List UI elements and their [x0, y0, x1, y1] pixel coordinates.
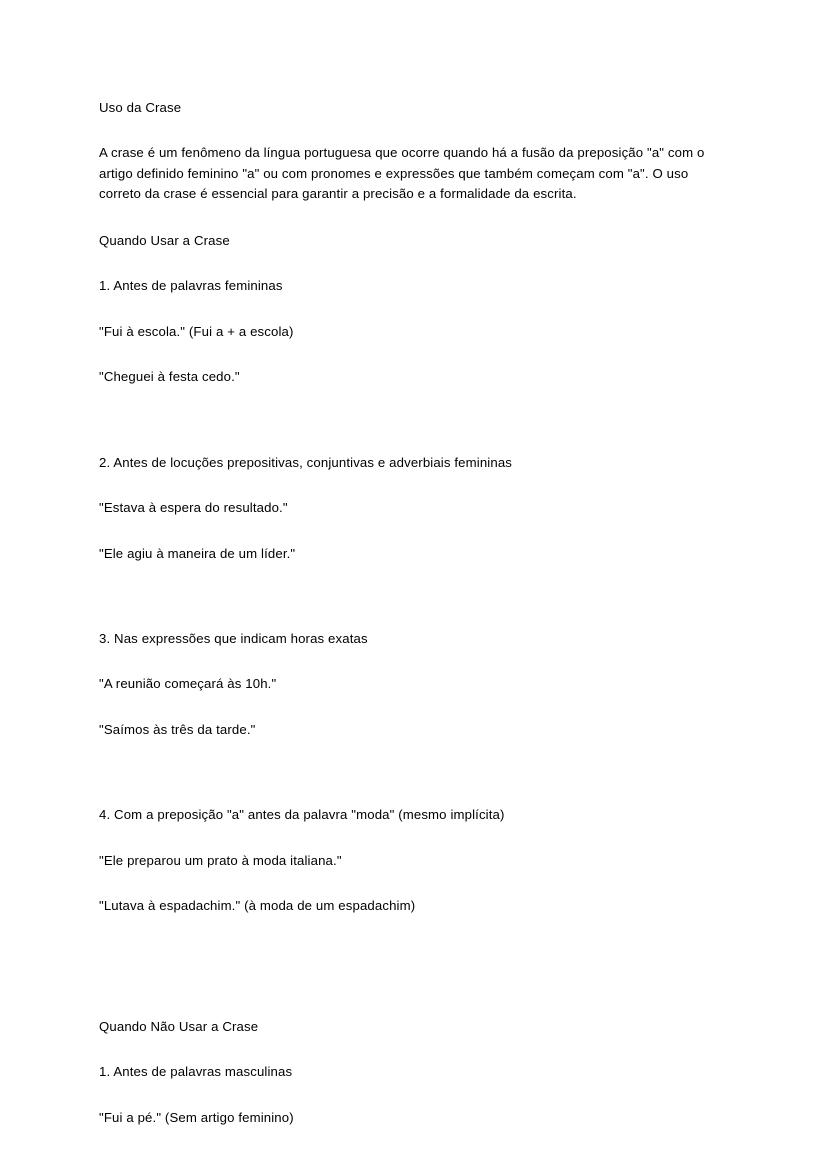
page-title: Uso da Crase: [99, 100, 182, 115]
heading-quando-nao-usar: Quando Não Usar a Crase: [99, 1018, 259, 1034]
rule-item-3: 3. Nas expressões que indicam horas exatas: [99, 630, 368, 646]
rule-2-example-2: "Ele agiu à maneira de um líder.": [99, 545, 296, 561]
document-body: [99, 98, 724, 1152]
rule-item-1: 1. Antes de palavras femininas: [99, 278, 283, 294]
rule-1-example-1: "Fui à escola." (Fui a + a escola): [99, 323, 294, 339]
heading-quando-usar: Quando Usar a Crase: [99, 232, 230, 248]
norule-item-1: 1. Antes de palavras masculinas: [99, 1064, 293, 1080]
rule-4-example-2: "Lutava à espadachim." (à moda de um espadachim): [99, 898, 416, 914]
rule-item-2: 2. Antes de locuções prepositivas, conjuntivas e adverbiais femininas: [99, 454, 513, 470]
rule-3-example-2: "Saímos às três da tarde.": [99, 721, 256, 737]
rule-4-example-1: "Ele preparou um prato à moda italiana.": [99, 852, 342, 868]
rule-2-example-1: "Estava à espera do resultado.": [99, 500, 288, 516]
rule-item-4: 4. Com a preposição "a" antes da palavra "moda" (mesmo implícita): [99, 807, 505, 823]
paragraph-intro: A crase é um fenômeno da língua portuguesa que ocorre quando há a fusão da preposição "a" com o artigo definido feminino "a" ou com pronomes e expressões que também começam com "a". O uso correto da crase é essencial para garantir a precisão e a formalidade da escrita.: [99, 145, 705, 202]
norule-1-example-1: "Fui a pé." (Sem artigo feminino): [99, 1109, 294, 1125]
rule-1-example-2: "Cheguei à festa cedo.": [99, 369, 240, 385]
rule-3-example-1: "A reunião começará às 10h.": [99, 676, 277, 692]
